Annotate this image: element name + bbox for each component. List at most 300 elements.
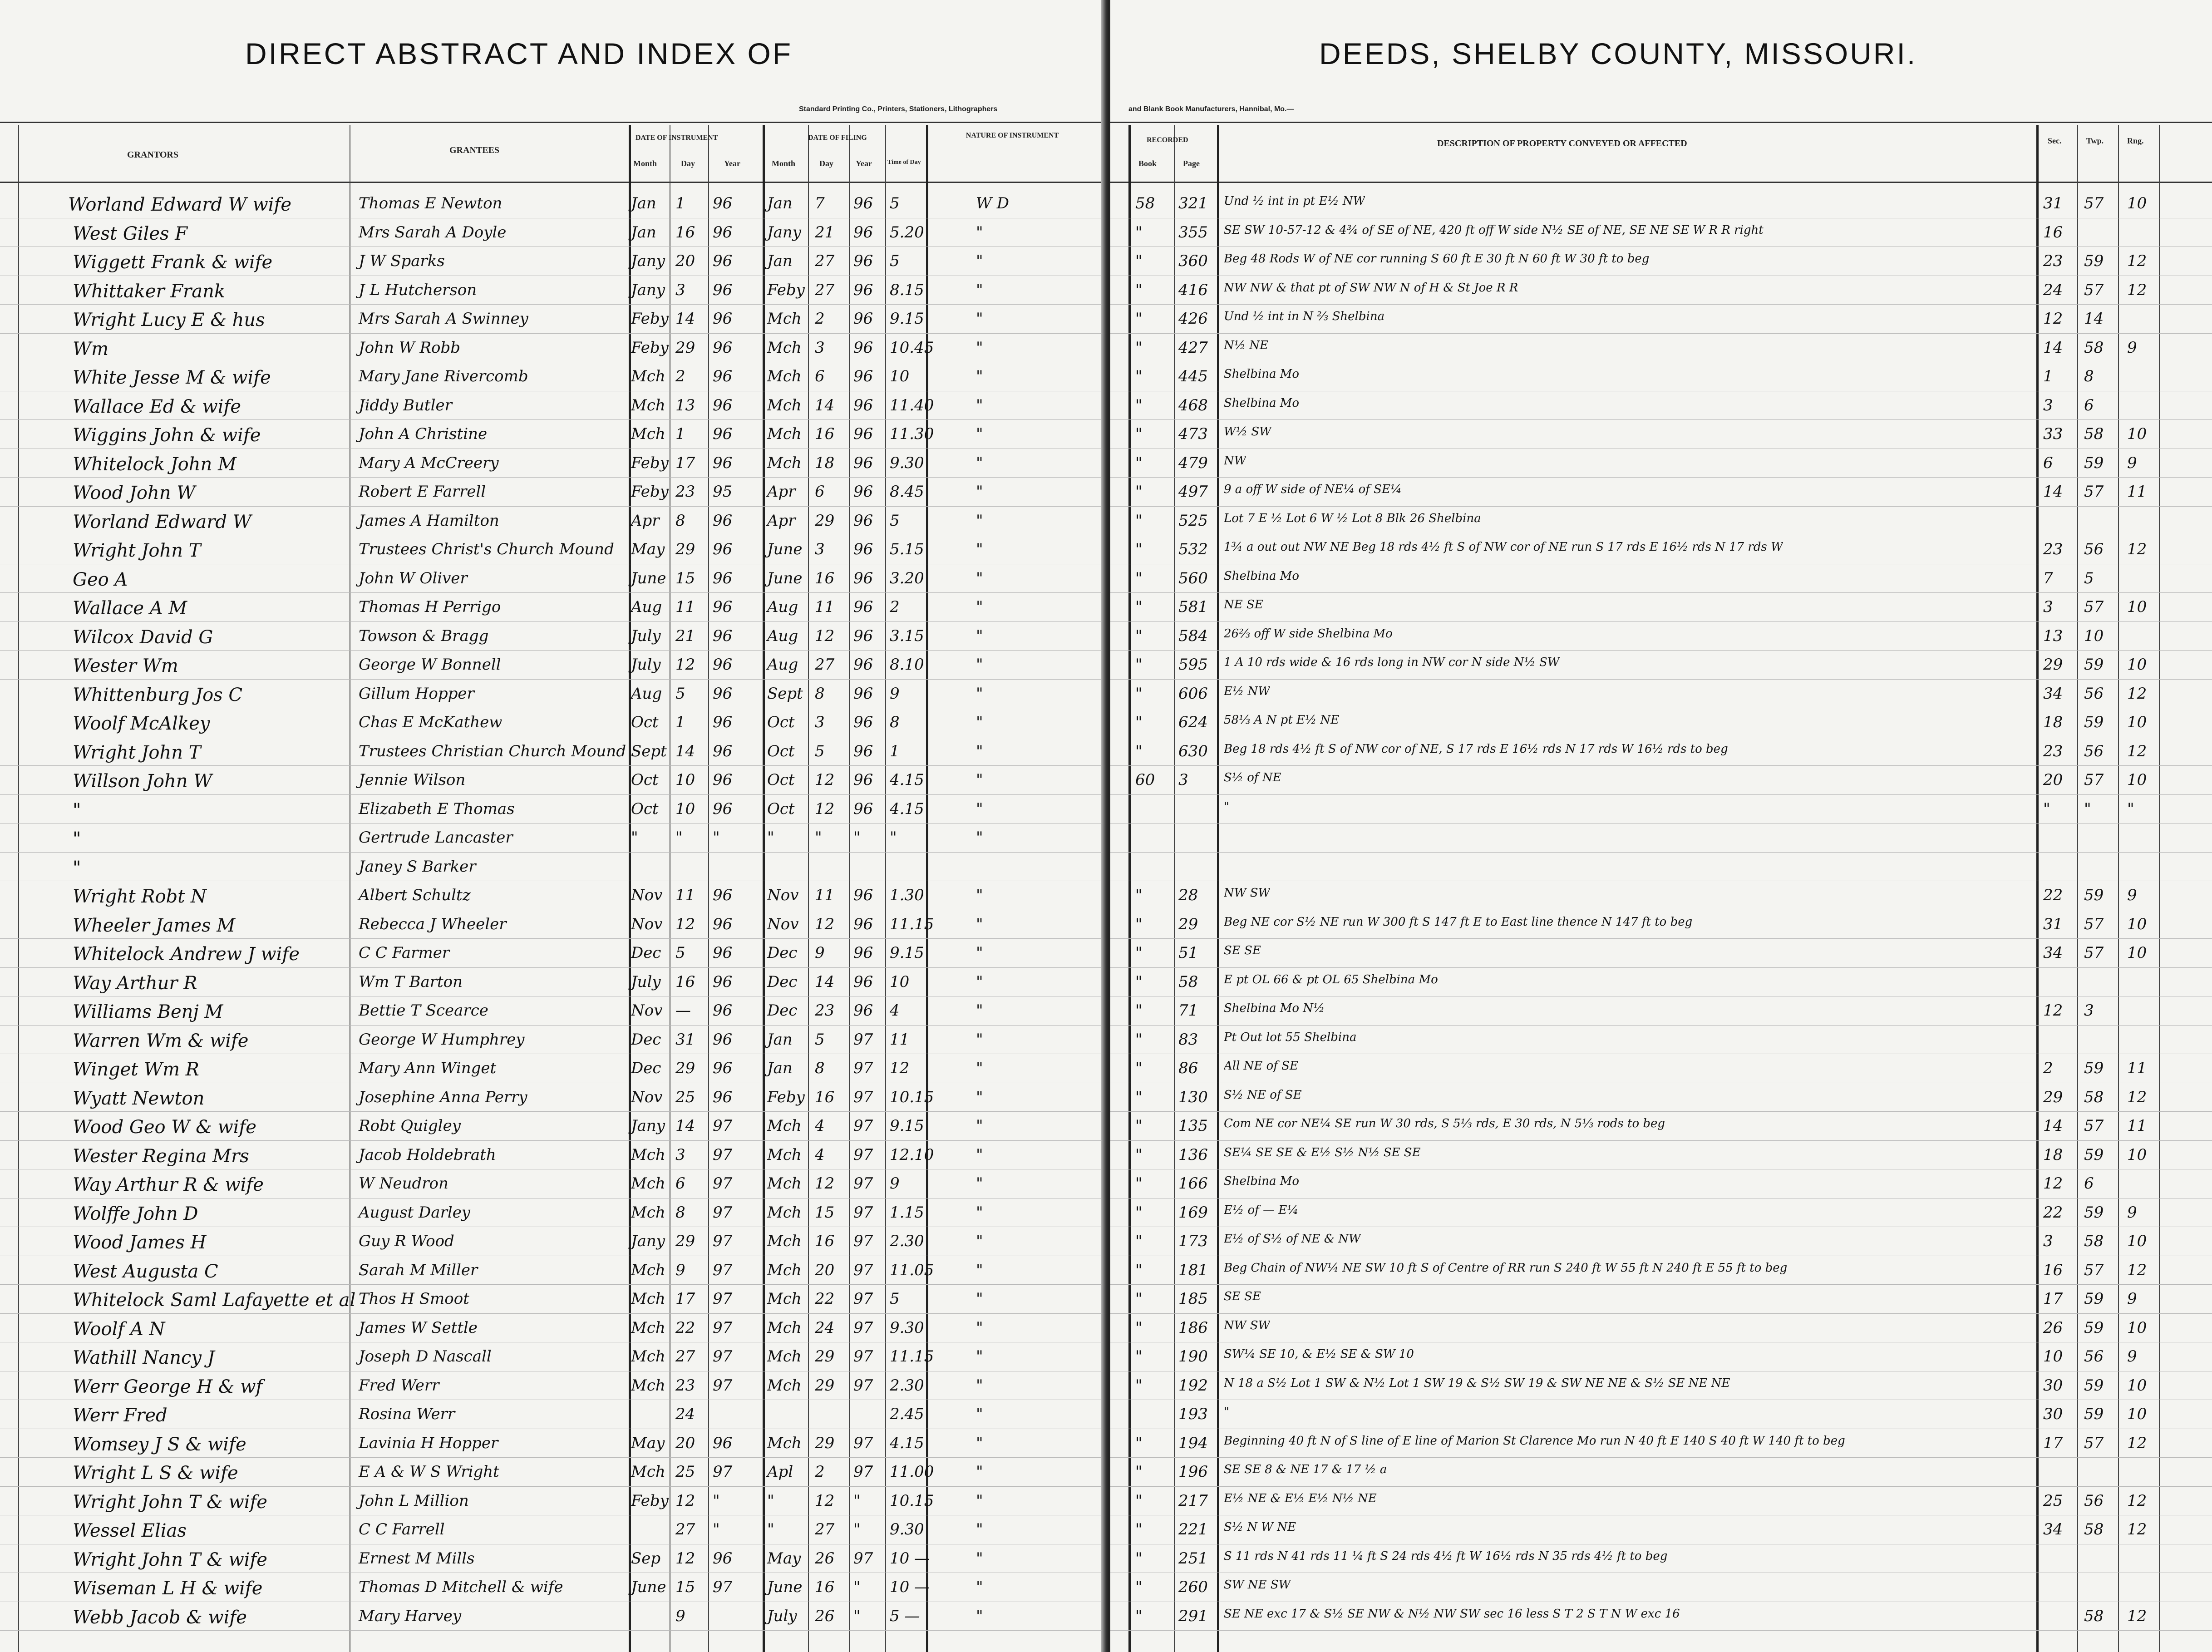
description-cell: SW¼ SE 10, & E½ SE & SW 10 (1224, 1347, 1414, 1361)
book-cell: " (1135, 223, 1143, 242)
grantee-cell: George W Bonnell (359, 656, 501, 674)
filing-month-cell: Mch (767, 1318, 802, 1337)
sec-header: Sec. (2048, 136, 2062, 145)
filing-year-cell: 97 (853, 1376, 873, 1395)
filing-day-cell: 16 (815, 1088, 835, 1106)
sec-cell: 23 (2043, 252, 2063, 270)
instrument-month-cell: Feby (631, 483, 669, 501)
right-page-title: DEEDS, SHELBY COUNTY, MISSOURI. (1319, 37, 1917, 70)
grantee-cell: John A Christine (359, 425, 488, 443)
instrument-day-cell: 31 (675, 1030, 695, 1049)
instrument-day-cell: 27 (675, 1347, 695, 1366)
instrument-month-cell: Jan (631, 194, 656, 212)
page-cell: 71 (1178, 1001, 1198, 1020)
filing-month-cell: Mch (767, 367, 802, 385)
filing-time-cell: 8 (890, 713, 900, 731)
rng-cell: 10 (2127, 944, 2147, 962)
grantor-cell: Wyatt Newton (73, 1088, 205, 1109)
instrument-month-cell: July (631, 626, 661, 645)
filing-year-cell: 96 (853, 483, 873, 501)
instrument-day-cell: 12 (675, 1549, 695, 1568)
filing-year-cell: 96 (853, 396, 873, 414)
filing-time-cell: 1 (890, 742, 900, 760)
instrument-day-cell: 14 (675, 310, 695, 328)
sec-cell: 3 (2043, 598, 2053, 616)
filing-day-cell: 2 (815, 1463, 825, 1481)
nature-cell: " (976, 713, 983, 731)
page-cell: 497 (1178, 483, 1208, 501)
twp-cell: 57 (2084, 1434, 2104, 1452)
sec-cell: 13 (2043, 626, 2063, 645)
grantee-cell: Sarah M Miller (359, 1261, 478, 1279)
page-cell: 83 (1178, 1030, 1198, 1049)
description-cell: SE¼ SE SE & E½ S½ N½ SE SE (1224, 1145, 1421, 1159)
sec-cell: 14 (2043, 338, 2063, 357)
instrument-year-cell: 97 (713, 1145, 733, 1164)
filing-year-cell: 96 (853, 194, 873, 212)
filing-day-cell: 8 (815, 684, 825, 703)
instrument-year-cell: 97 (713, 1578, 733, 1596)
book-cell: " (1135, 713, 1143, 731)
page-cell: 532 (1178, 540, 1208, 558)
ledger-row-rule (1110, 506, 2212, 507)
sec-cell: 18 (2043, 713, 2063, 731)
book-cell: " (1135, 684, 1143, 703)
sec-cell: 18 (2043, 1145, 2063, 1164)
rng-cell: 10 (2127, 656, 2147, 674)
filing-month-cell: Aug (767, 598, 798, 616)
filing-day-cell: 9 (815, 944, 825, 962)
ledger-row-rule (1110, 1284, 2212, 1285)
page-cell: 193 (1178, 1405, 1208, 1423)
instrument-day-cell: 11 (675, 886, 695, 904)
grantee-cell: Thomas H Perrigo (359, 598, 501, 616)
header-top-rule (0, 122, 1108, 123)
rng-cell: 12 (2127, 1491, 2147, 1510)
page-cell: 426 (1178, 310, 1208, 328)
instrument-year-cell: 96 (713, 799, 733, 818)
instrument-month-cell: Aug (631, 684, 662, 703)
ledger-row-rule (1110, 967, 2212, 968)
nature-cell: " (976, 1318, 983, 1337)
filing-month-cell: Apr (767, 483, 796, 501)
twp-cell: 58 (2084, 1607, 2104, 1625)
nature-cell: " (976, 396, 983, 414)
filing-year-cell: 96 (853, 684, 873, 703)
nature-cell: " (976, 1434, 983, 1452)
instrument-month-cell: May (631, 1434, 665, 1452)
filing-year-cell: " (853, 1491, 861, 1510)
filing-day-cell: 21 (815, 223, 835, 242)
grantor-cell: Willson John W (73, 771, 212, 792)
grantor-cell: Wolffe John D (73, 1203, 198, 1224)
book-cell: 60 (1135, 771, 1155, 789)
instrument-day-cell: 21 (675, 626, 695, 645)
twp-cell: " (2084, 799, 2091, 818)
twp-cell: 5 (2084, 569, 2094, 587)
sec-cell: 34 (2043, 684, 2063, 703)
grantee-cell: Rebecca J Wheeler (359, 915, 507, 933)
grantee-cell: Mary Jane Rivercomb (359, 367, 528, 385)
page-cell: 251 (1178, 1549, 1208, 1568)
ledger-row-rule (0, 823, 1108, 824)
instrument-month-cell: June (631, 1578, 666, 1596)
filing-day-cell: 5 (815, 742, 825, 760)
nature-cell: " (976, 540, 983, 558)
twp-cell: 59 (2084, 886, 2104, 904)
left-page-title: DIRECT ABSTRACT AND INDEX OF (245, 37, 793, 70)
filing-time-cell: 11.00 (890, 1463, 934, 1481)
instrument-year-cell: 96 (713, 511, 733, 530)
grantee-cell: John L Million (359, 1491, 469, 1510)
filing-day-cell: 12 (815, 771, 835, 789)
filing-month-cell: Jany (767, 223, 802, 242)
rng-cell: 10 (2127, 771, 2147, 789)
filing-year-cell: 96 (853, 656, 873, 674)
instrument-day-cell: 12 (675, 915, 695, 933)
day-subheader: Day (819, 159, 833, 168)
instrument-day-cell: 17 (675, 454, 695, 472)
instrument-month-cell: Jany (631, 1117, 665, 1135)
ledger-row-rule (1110, 1025, 2212, 1026)
rng-cell: 10 (2127, 598, 2147, 616)
page-cell: 427 (1178, 338, 1208, 357)
twp-cell: 59 (2084, 1203, 2104, 1222)
nature-cell: " (976, 338, 983, 357)
instrument-month-cell: Mch (631, 1347, 665, 1366)
filing-time-cell: 11 (890, 1030, 910, 1049)
ledger-row-rule (1110, 592, 2212, 593)
book-cell: " (1135, 1290, 1143, 1308)
page-cell: 173 (1178, 1232, 1208, 1250)
grantor-cell: Whitelock Andrew J wife (73, 944, 300, 965)
filing-month-cell: Mch (767, 396, 802, 414)
ledger-row-rule (1110, 1486, 2212, 1487)
ledger-row-rule (0, 794, 1108, 795)
month-subheader: Month (633, 159, 657, 168)
filing-day-cell: " (815, 828, 822, 847)
grantee-cell: Fred Werr (359, 1376, 439, 1395)
instrument-year-cell: 96 (713, 310, 733, 328)
filing-month-cell: Mch (767, 1174, 802, 1193)
instrument-day-cell: 25 (675, 1088, 695, 1106)
filing-month-cell: Mch (767, 1347, 802, 1366)
filing-time-cell: 2.30 (890, 1376, 924, 1395)
ledger-row-rule (0, 621, 1108, 622)
description-cell: SE SW 10-57-12 & 4¾ of SE of NE, 420 ft off W side N½ SE of NE, SE NE SE W R R right (1224, 223, 1764, 237)
description-header: DESCRIPTION OF PROPERTY CONVEYED OR AFFECTED (1437, 138, 1687, 148)
filing-year-cell: 96 (853, 626, 873, 645)
grantee-cell: Robt Quigley (359, 1117, 461, 1135)
instrument-month-cell: Mch (631, 396, 665, 414)
date-filing-header: DATE OF FILING (808, 134, 867, 142)
description-cell: 58⅓ A N pt E½ NE (1224, 713, 1340, 727)
book-cell: " (1135, 540, 1143, 558)
page-cell: 58 (1178, 972, 1198, 991)
nature-cell: " (976, 771, 983, 789)
grantee-cell: Guy R Wood (359, 1232, 454, 1250)
day-subheader: Day (681, 159, 695, 168)
nature-cell: " (976, 656, 983, 674)
book-cell: " (1135, 1318, 1143, 1337)
filing-year-cell: 97 (853, 1117, 873, 1135)
nature-cell: " (976, 310, 983, 328)
nature-cell: " (976, 425, 983, 443)
instrument-year-cell: 96 (713, 396, 733, 414)
filing-day-cell: 22 (815, 1290, 835, 1308)
ledger-row-rule (1110, 852, 2212, 853)
instrument-year-cell: 97 (713, 1318, 733, 1337)
twp-cell: 3 (2084, 1001, 2094, 1020)
instrument-month-cell: Mch (631, 1376, 665, 1395)
description-cell: SE SE (1224, 944, 1261, 957)
book-cell: " (1135, 1261, 1143, 1279)
book-cell: " (1135, 310, 1143, 328)
instrument-month-cell: Mch (631, 1174, 665, 1193)
grantee-cell: Gertrude Lancaster (359, 828, 513, 847)
instrument-day-cell: 23 (675, 1376, 695, 1395)
filing-day-cell: 29 (815, 1347, 835, 1366)
description-cell: SE SE (1224, 1290, 1261, 1303)
ledger-row-rule (1110, 1140, 2212, 1141)
twp-cell: 56 (2084, 540, 2104, 558)
filing-day-cell: 27 (815, 252, 835, 270)
filing-month-cell: Oct (767, 713, 795, 731)
grantee-cell: Thomas E Newton (359, 194, 503, 212)
filing-month-cell: Sept (767, 684, 803, 703)
instrument-year-cell: 96 (713, 656, 733, 674)
book-cell: " (1135, 1203, 1143, 1222)
sec-cell: 23 (2043, 742, 2063, 760)
twp-cell: 8 (2084, 367, 2094, 385)
page-cell: 445 (1178, 367, 1208, 385)
instrument-month-cell: Feby (631, 454, 669, 472)
sec-cell: 26 (2043, 1318, 2063, 1337)
page-cell: 185 (1178, 1290, 1208, 1308)
twp-cell: 59 (2084, 1145, 2104, 1164)
nature-cell: " (976, 1059, 983, 1077)
filing-month-cell: Dec (767, 972, 798, 991)
grantee-cell: J W Sparks (359, 252, 445, 270)
filing-month-cell: Mch (767, 1434, 802, 1452)
month-subheader: Month (772, 159, 796, 168)
instrument-year-cell: 96 (713, 626, 733, 645)
filing-year-cell: 96 (853, 799, 873, 818)
twp-cell: 58 (2084, 1232, 2104, 1250)
description-cell: Beginning 40 ft N of S line of E line of Marion St Clarence Mo run N 40 ft E 140 S 40 ft W 140 ft to beg (1224, 1434, 1845, 1448)
ledger-row-rule (0, 765, 1108, 766)
page-cell: 416 (1178, 281, 1208, 299)
filing-year-cell: 96 (853, 569, 873, 587)
description-cell: 26⅔ off W side Shelbina Mo (1224, 626, 1393, 641)
grantee-cell: Mrs Sarah A Doyle (359, 223, 507, 242)
grantor-cell: Wright L S & wife (73, 1463, 238, 1484)
filing-day-cell: 3 (815, 338, 825, 357)
sec-cell: 29 (2043, 1088, 2063, 1106)
filing-year-cell: 96 (853, 454, 873, 472)
description-cell: Shelbina Mo (1224, 367, 1300, 381)
filing-month-cell: " (767, 1520, 774, 1539)
filing-year-cell: 97 (853, 1174, 873, 1193)
nature-cell: " (976, 1174, 983, 1193)
nature-cell: " (976, 1520, 983, 1539)
filing-month-cell: Nov (767, 915, 799, 933)
instrument-year-cell: 96 (713, 367, 733, 385)
page-cell: 217 (1178, 1491, 1208, 1510)
instrument-month-cell: Nov (631, 886, 663, 904)
grantee-cell: Mary A McCreery (359, 454, 499, 472)
twp-cell: 56 (2084, 742, 2104, 760)
instrument-day-cell: " (675, 828, 683, 847)
filing-time-cell: 1.30 (890, 886, 924, 904)
filing-year-cell: 97 (853, 1232, 873, 1250)
instrument-day-cell: 3 (675, 1145, 685, 1164)
col-rule (2118, 125, 2119, 1652)
instrument-year-cell: 96 (713, 915, 733, 933)
nature-cell: W D (976, 194, 1010, 212)
grantee-cell: Chas E McKathew (359, 713, 503, 731)
grantor-cell: Wright John T & wife (73, 1549, 267, 1570)
filing-year-cell: 96 (853, 338, 873, 357)
description-cell: SE SE 8 & NE 17 & 17 ½ a (1224, 1463, 1387, 1476)
filing-day-cell: 23 (815, 1001, 835, 1020)
sec-cell: 30 (2043, 1376, 2063, 1395)
instrument-year-cell: 97 (713, 1463, 733, 1481)
sec-cell: 24 (2043, 281, 2063, 299)
instrument-month-cell: June (631, 569, 666, 587)
grantee-cell: Gillum Hopper (359, 684, 474, 703)
filing-day-cell: 5 (815, 1030, 825, 1049)
grantor-cell: Wiggins John & wife (73, 425, 261, 446)
description-cell: W½ SW (1224, 425, 1271, 439)
instrument-day-cell: 3 (675, 281, 685, 299)
instrument-year-cell: 96 (713, 742, 733, 760)
filing-day-cell: 2 (815, 310, 825, 328)
twp-cell: 56 (2084, 1491, 2104, 1510)
ledger-row-rule (1110, 1457, 2212, 1458)
book-cell: " (1135, 1088, 1143, 1106)
nature-cell: " (976, 1145, 983, 1164)
filing-day-cell: 11 (815, 886, 835, 904)
instrument-day-cell: — (675, 1001, 691, 1020)
description-cell: Und ½ int in pt E½ NW (1224, 194, 1365, 208)
filing-year-cell: 96 (853, 252, 873, 270)
nature-cell: " (976, 1463, 983, 1481)
filing-year-cell: 97 (853, 1463, 873, 1481)
filing-time-cell: 9.15 (890, 310, 924, 328)
ledger-row-rule (1110, 333, 2212, 334)
book-cell: " (1135, 281, 1143, 299)
instrument-year-cell: 97 (713, 1232, 733, 1250)
instrument-month-cell: Apr (631, 511, 660, 530)
description-cell: S½ of NE (1224, 771, 1281, 784)
grantor-cell: Webb Jacob & wife (73, 1607, 247, 1628)
twp-cell: 57 (2084, 1261, 2104, 1279)
book-cell: " (1135, 1520, 1143, 1539)
grantee-cell: John W Robb (359, 338, 461, 357)
filing-time-cell: 5 — (890, 1607, 920, 1625)
filing-month-cell: Dec (767, 1001, 798, 1020)
page-cell: 130 (1178, 1088, 1208, 1106)
filing-day-cell: 7 (815, 194, 825, 212)
ledger-row-rule (0, 304, 1108, 305)
nature-cell: " (976, 483, 983, 501)
filing-day-cell: 16 (815, 1232, 835, 1250)
ledger-row-rule (0, 1025, 1108, 1026)
instrument-day-cell: 24 (675, 1405, 695, 1423)
header-bottom-rule (1110, 182, 2212, 183)
instrument-month-cell: Jany (631, 1232, 665, 1250)
instrument-month-cell: Mch (631, 1145, 665, 1164)
grantee-cell: Lavinia H Hopper (359, 1434, 498, 1452)
book-cell: " (1135, 1376, 1143, 1395)
twp-cell: 59 (2084, 1290, 2104, 1308)
nature-cell: " (976, 1088, 983, 1106)
ledger-row-rule (1110, 823, 2212, 824)
grantor-cell: Way Arthur R & wife (73, 1174, 264, 1195)
instrument-month-cell: Mch (631, 1203, 665, 1222)
grantor-cell: Williams Benj M (73, 1001, 223, 1022)
filing-year-cell: 97 (853, 1030, 873, 1049)
rng-cell: 9 (2127, 1347, 2137, 1366)
grantor-cell: Wallace A M (73, 598, 187, 619)
filing-month-cell: " (767, 828, 774, 847)
nature-cell: " (976, 1376, 983, 1395)
filing-day-cell: 14 (815, 972, 835, 991)
book-cell: " (1135, 425, 1143, 443)
grantee-cell: Robert E Farrell (359, 483, 486, 501)
grantee-cell: Jiddy Butler (359, 396, 452, 414)
instrument-day-cell: 27 (675, 1520, 695, 1539)
instrument-month-cell: Aug (631, 598, 662, 616)
filing-month-cell: Mch (767, 1232, 802, 1250)
col-rule (885, 125, 886, 1652)
nature-cell: " (976, 1030, 983, 1049)
ledger-row-rule (0, 333, 1108, 334)
description-cell: SE NE exc 17 & S½ SE NW & N½ NW SW sec 16 less S T 2 S T N W exc 16 (1224, 1607, 1680, 1621)
sec-cell: 17 (2043, 1434, 2063, 1452)
nature-cell: " (976, 742, 983, 760)
page-cell: 291 (1178, 1607, 1208, 1625)
description-cell: E½ NW (1224, 684, 1270, 698)
col-rule (2159, 125, 2160, 1652)
filing-year-cell: 97 (853, 1290, 873, 1308)
grantee-cell: Janey S Barker (359, 857, 476, 876)
description-cell: 1¾ a out out NW NE Beg 18 rds 4½ ft S of NW cor of NE run S 17 rds E 16½ rds N 17 rds W (1224, 540, 1783, 554)
description-cell: SW NE SW (1224, 1578, 1291, 1592)
book-cell: 58 (1135, 194, 1155, 212)
rng-cell: 12 (2127, 252, 2147, 270)
twp-cell: 57 (2084, 1117, 2104, 1135)
filing-day-cell: 26 (815, 1607, 835, 1625)
page-cell: 29 (1178, 915, 1198, 933)
sec-cell: 12 (2043, 310, 2063, 328)
instrument-month-cell: Dec (631, 1030, 661, 1049)
twp-cell: 59 (2084, 1405, 2104, 1423)
filing-year-cell: 96 (853, 540, 873, 558)
instrument-day-cell: 9 (675, 1261, 685, 1279)
instrument-year-cell: 96 (713, 944, 733, 962)
grantor-cell: Whittaker Frank (73, 281, 226, 302)
book-cell: " (1135, 483, 1143, 501)
rng-cell: 12 (2127, 1434, 2147, 1452)
filing-month-cell: Nov (767, 886, 799, 904)
book-cell: " (1135, 367, 1143, 385)
instrument-day-cell: 13 (675, 396, 695, 414)
instrument-year-cell: 97 (713, 1290, 733, 1308)
grantee-cell: Albert Schultz (359, 886, 471, 904)
instrument-day-cell: 22 (675, 1318, 695, 1337)
